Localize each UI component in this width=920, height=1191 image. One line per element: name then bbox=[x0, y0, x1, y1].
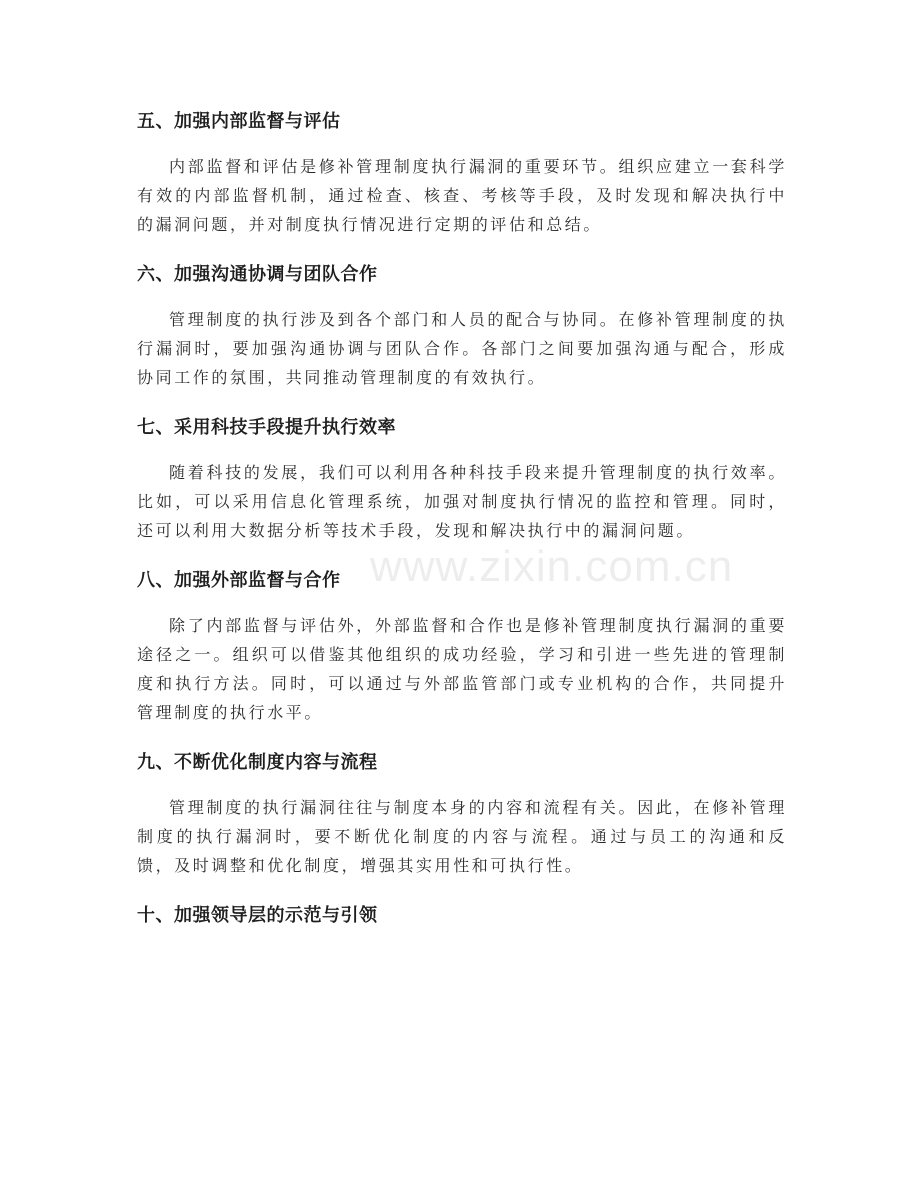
section-paragraph: 管理制度的执行漏洞往往与制度本身的内容和流程有关。因此，在修补管理制度的执行漏洞时，要不断优化制度的内容与流程。通过与员工的沟通和反馈，及时调整和优化制度，增强其实用性和可执行性。 bbox=[137, 798, 787, 875]
section-8 bbox=[137, 561, 787, 727]
section-heading: 九、不断优化制度内容与流程 bbox=[137, 752, 378, 773]
section-9 bbox=[137, 743, 787, 880]
section-paragraph: 随着科技的发展，我们可以利用各种科技手段来提升管理制度的执行效率。比如，可以采用信息化管理系统，加强对制度执行情况的监控和管理。同时，还可以利用大数据分析等技术手段，发现和解决执行中的漏洞问题。 bbox=[137, 463, 787, 540]
watermark-text: www.zixin.com.cn bbox=[370, 542, 734, 591]
document-body bbox=[137, 102, 787, 936]
section-heading: 十、加强领导层的示范与引领 bbox=[137, 905, 378, 926]
section-7 bbox=[137, 408, 787, 545]
section-6 bbox=[137, 255, 787, 392]
section-heading: 七、采用科技手段提升执行效率 bbox=[137, 417, 396, 438]
section-heading: 五、加强内部监督与评估 bbox=[137, 111, 341, 132]
section-5 bbox=[137, 102, 787, 239]
section-paragraph: 内部监督和评估是修补管理制度执行漏洞的重要环节。组织应建立一套科学有效的内部监督机制，通过检查、核查、考核等手段，及时发现和解决执行中的漏洞问题，并对制度执行情况进行定期的评估和总结。 bbox=[137, 157, 787, 234]
section-paragraph: 管理制度的执行涉及到各个部门和人员的配合与协同。在修补管理制度的执行漏洞时，要加强沟通协调与团队合作。各部门之间要加强沟通与配合，形成协同工作的氛围，共同推动管理制度的有效执行。 bbox=[137, 310, 787, 387]
section-heading: 六、加强沟通协调与团队合作 bbox=[137, 264, 378, 285]
section-10 bbox=[137, 896, 787, 936]
section-heading: 八、加强外部监督与合作 bbox=[137, 570, 341, 591]
section-paragraph: 除了内部监督与评估外，外部监督和合作也是修补管理制度执行漏洞的重要途径之一。组织可以借鉴其他组织的成功经验，学习和引进一些先进的管理制度和执行方法。同时，可以通过与外部监管部门或专业机构的合作，共同提升管理制度的执行水平。 bbox=[137, 616, 787, 722]
